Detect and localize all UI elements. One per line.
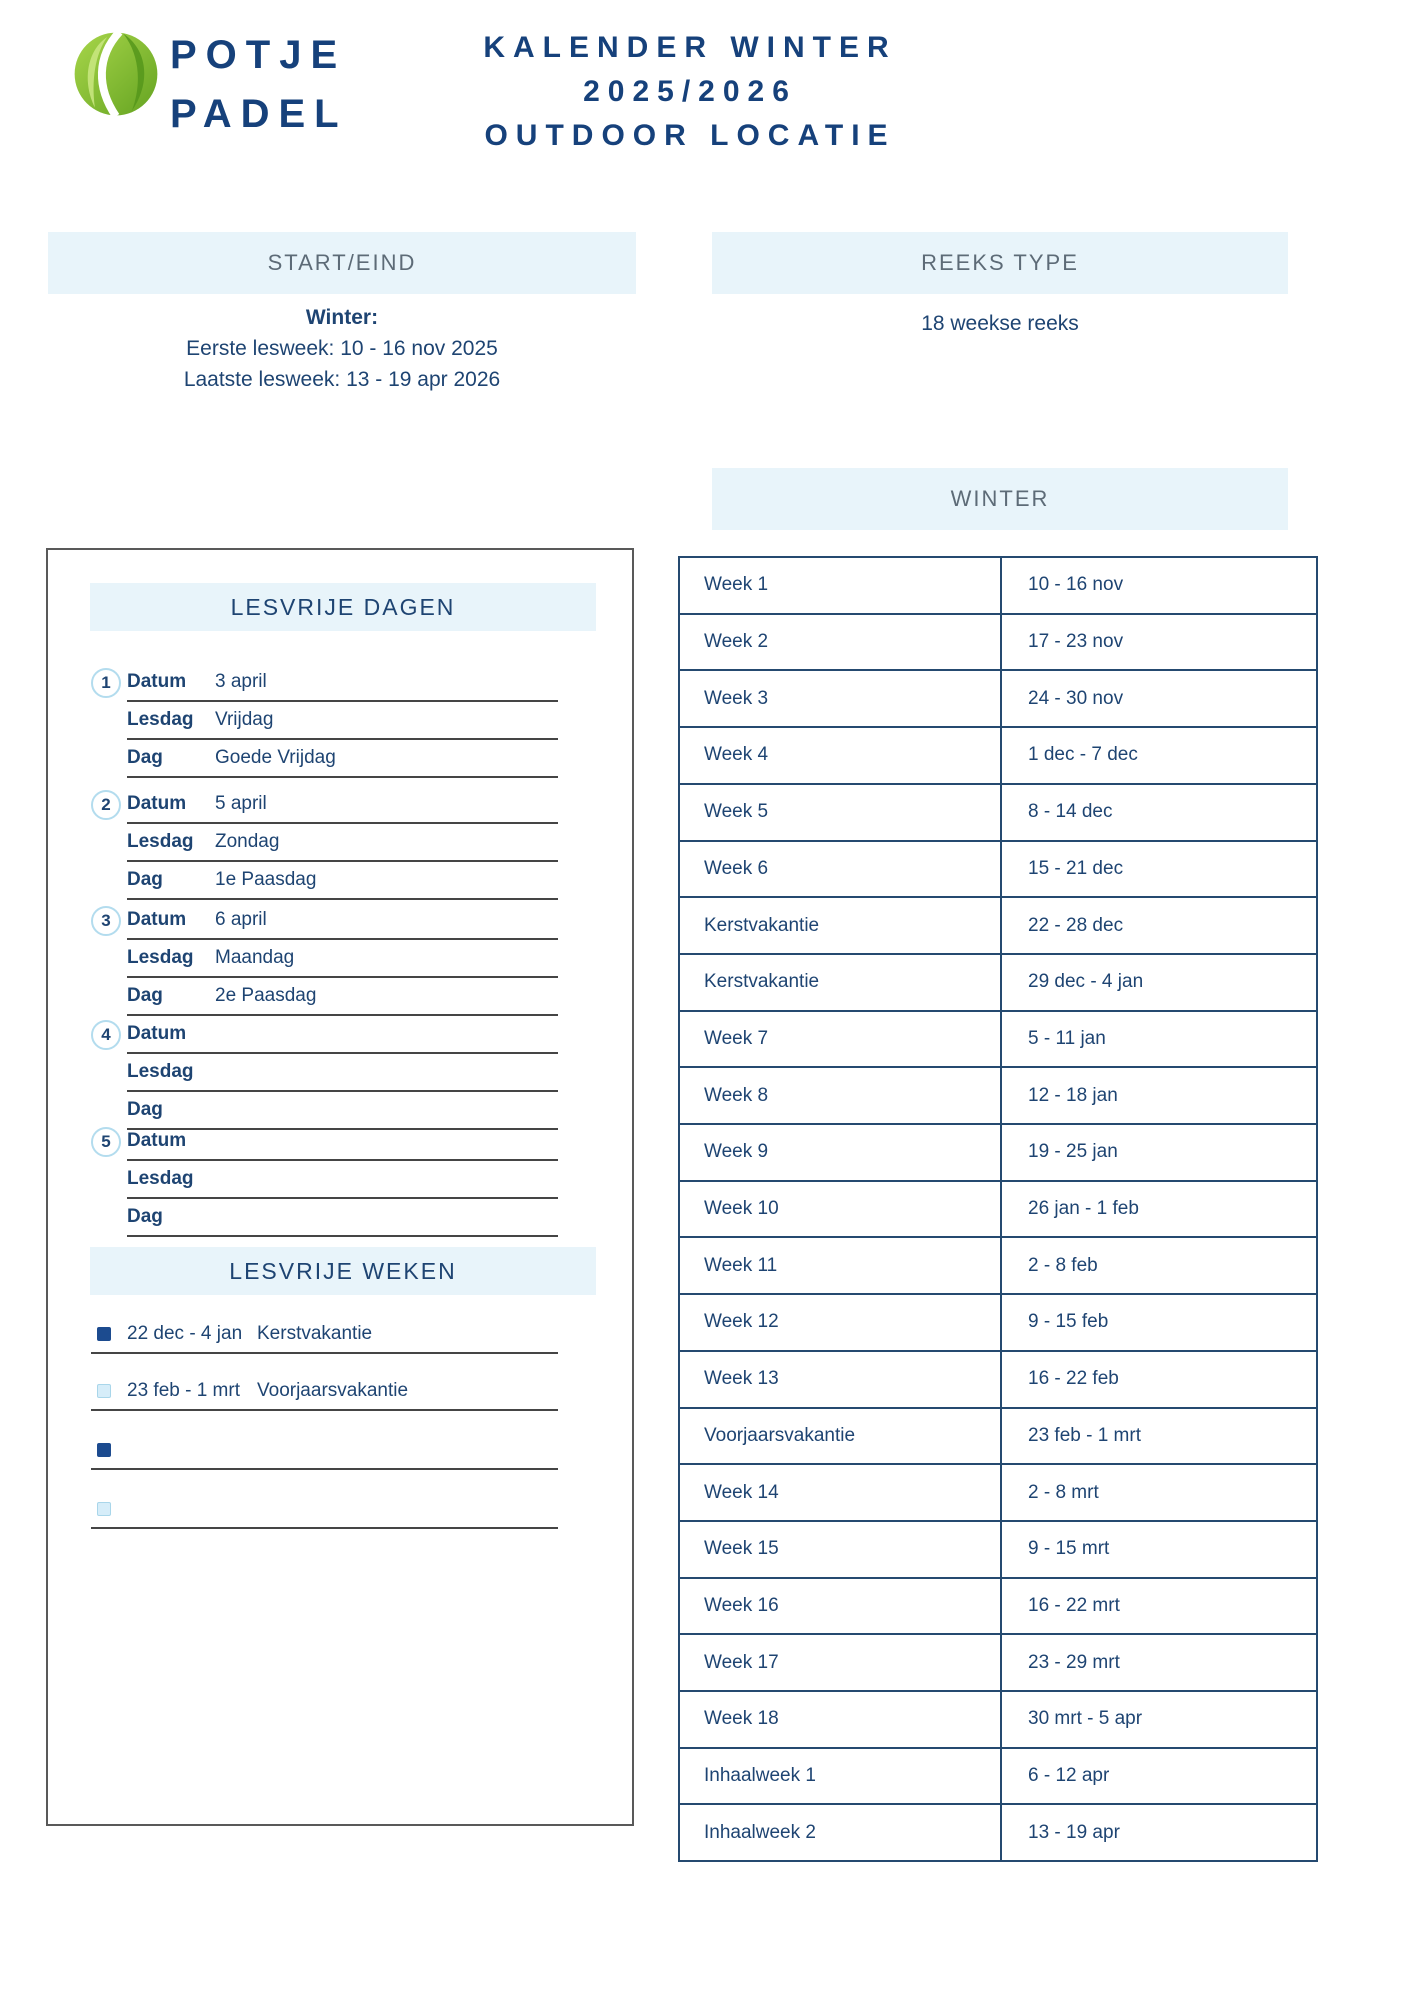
week-dates-cell: 15 - 21 dec <box>1028 857 1124 879</box>
datum-value: 5 april <box>215 793 267 814</box>
lesdag-value: Vrijdag <box>215 709 274 730</box>
lesdag-value: Zondag <box>215 831 280 852</box>
week-dates-cell: 23 feb - 1 mrt <box>1028 1424 1141 1446</box>
week-dates-cell: 1 dec - 7 dec <box>1028 744 1138 766</box>
table-row <box>680 1123 1316 1180</box>
dag-field-row <box>127 978 558 1016</box>
datum-field-row <box>127 902 558 940</box>
square-marker-icon <box>97 1502 111 1516</box>
week-dates-cell: 17 - 23 nov <box>1028 631 1124 653</box>
dag-value: 1e Paasdag <box>215 869 317 890</box>
item-number-badge: 2 <box>91 790 121 820</box>
table-row <box>680 1010 1316 1067</box>
dag-label: Dag <box>127 1099 163 1120</box>
season-label: Winter: <box>305 306 379 329</box>
week-dates-cell: 29 dec - 4 jan <box>1028 971 1144 993</box>
week-label-cell: Week 7 <box>680 1012 1002 1067</box>
lesvrije-dag-item <box>91 902 558 1016</box>
datum-label: Datum <box>127 1130 187 1151</box>
table-row <box>680 1180 1316 1237</box>
week-dates-cell: 16 - 22 mrt <box>1028 1595 1120 1616</box>
week-dates-cell: 2 - 8 feb <box>1028 1254 1098 1276</box>
dag-value: 2e Paasdag <box>215 985 317 1006</box>
lesvrije-dag-item <box>91 1123 558 1237</box>
lesvrije-week-row <box>91 1372 558 1411</box>
dag-label: Dag <box>127 1206 163 1227</box>
week-dates-cell: 10 - 16 nov <box>1028 574 1124 596</box>
week-dates-cell: 16 - 22 feb <box>1028 1368 1119 1390</box>
week-dates-cell: 30 mrt - 5 apr <box>1028 1708 1143 1730</box>
dag-label: Dag <box>127 985 163 1006</box>
first-lesson-week: Eerste lesweek: 10 - 16 nov 2025 <box>186 337 498 360</box>
table-row <box>680 1633 1316 1690</box>
week-label-cell: Week 4 <box>680 728 1002 783</box>
week-label-cell: Week 10 <box>680 1182 1002 1237</box>
datum-field-row <box>127 786 558 824</box>
lesdag-field-row <box>127 702 558 740</box>
lesdag-label: Lesdag <box>127 1168 194 1189</box>
week-dates-cell: 2 - 8 mrt <box>1028 1481 1099 1503</box>
dag-field-row <box>127 740 558 778</box>
table-row <box>680 953 1316 1010</box>
week-dates-cell: 26 jan - 1 feb <box>1028 1198 1139 1220</box>
week-label-cell: Inhaalweek 1 <box>680 1749 1002 1804</box>
week-label-cell: Week 14 <box>680 1465 1002 1520</box>
reeks-type-heading: REEKS TYPE <box>921 250 1079 275</box>
item-number-badge: 3 <box>91 906 121 936</box>
square-marker-icon <box>97 1384 111 1398</box>
table-row <box>680 1463 1316 1520</box>
datum-label: Datum <box>127 909 187 930</box>
table-row <box>680 1407 1316 1464</box>
dag-value: Goede Vrijdag <box>215 747 336 768</box>
table-row <box>680 1747 1316 1804</box>
logo-word-2: PADEL <box>170 92 348 136</box>
lesdag-value: Maandag <box>215 947 295 968</box>
week-label-cell: Week 17 <box>680 1635 1002 1690</box>
lesdag-field-row <box>127 824 558 862</box>
week-dates-cell: 6 - 12 apr <box>1028 1765 1110 1787</box>
week-name: Voorjaarsvakantie <box>257 1379 409 1401</box>
week-dates-cell: 19 - 25 jan <box>1028 1141 1118 1163</box>
week-name: Kerstvakantie <box>257 1322 373 1344</box>
lesvrije-dagen-heading: LESVRIJE DAGEN <box>230 593 456 620</box>
table-row <box>680 669 1316 726</box>
table-row <box>680 1293 1316 1350</box>
week-label-cell: Week 13 <box>680 1352 1002 1407</box>
square-marker-icon <box>97 1443 111 1457</box>
lesvrije-dag-item <box>91 664 558 778</box>
reeks-type-header-band <box>712 232 1288 294</box>
week-dates-cell: 23 - 29 mrt <box>1028 1651 1120 1673</box>
week-label-cell: Week 11 <box>680 1238 1002 1293</box>
week-dates-cell: 22 - 28 dec <box>1028 914 1124 936</box>
lesvrije-dagen-header-band <box>90 583 596 631</box>
item-number-badge: 1 <box>91 668 121 698</box>
lesvrije-box <box>46 548 634 1826</box>
dag-field-row <box>127 1199 558 1237</box>
table-row <box>680 558 1316 613</box>
dag-label: Dag <box>127 747 163 768</box>
week-label-cell: Week 18 <box>680 1692 1002 1747</box>
dag-field-row <box>127 862 558 900</box>
week-label-cell: Week 16 <box>680 1579 1002 1634</box>
lesdag-field-row <box>127 1054 558 1092</box>
table-row <box>680 783 1316 840</box>
table-row <box>680 896 1316 953</box>
datum-value: 6 april <box>215 909 267 930</box>
datum-label: Datum <box>127 1023 187 1044</box>
lesdag-label: Lesdag <box>127 831 194 852</box>
week-period: 23 feb - 1 mrt <box>127 1379 240 1401</box>
start-eind-heading: START/EIND <box>267 250 417 275</box>
table-row <box>680 613 1316 670</box>
table-row <box>680 1577 1316 1634</box>
lesvrije-dag-item <box>91 1016 558 1130</box>
week-label-cell: Week 15 <box>680 1522 1002 1577</box>
reeks-type-value: 18 weekse reeks <box>921 312 1079 335</box>
dag-label: Dag <box>127 869 163 890</box>
table-row <box>680 1690 1316 1747</box>
week-dates-cell: 5 - 11 jan <box>1028 1027 1106 1049</box>
lesdag-label: Lesdag <box>127 709 194 730</box>
table-row <box>680 726 1316 783</box>
logo-word-1: POTJE <box>170 33 347 77</box>
week-dates-cell: 8 - 14 dec <box>1028 801 1113 823</box>
page-title <box>400 26 980 158</box>
winter-header-band <box>712 468 1288 530</box>
week-dates-cell: 12 - 18 jan <box>1028 1084 1118 1106</box>
title-line-3: OUTDOOR LOCATIE <box>484 119 896 152</box>
table-row <box>680 1803 1316 1860</box>
table-row <box>680 1350 1316 1407</box>
lesdag-field-row <box>127 1161 558 1199</box>
datum-label: Datum <box>127 671 187 692</box>
datum-field-row <box>127 664 558 702</box>
week-label-cell: Week 5 <box>680 785 1002 840</box>
lesdag-field-row <box>127 940 558 978</box>
winter-heading: WINTER <box>950 486 1050 511</box>
week-label-cell: Week 9 <box>680 1125 1002 1180</box>
week-dates-cell: 24 - 30 nov <box>1028 687 1124 709</box>
week-label-cell: Week 6 <box>680 842 1002 897</box>
week-label-cell: Kerstvakantie <box>680 898 1002 953</box>
week-dates-cell: 9 - 15 feb <box>1028 1311 1109 1333</box>
title-line-2: 2025/2026 <box>583 75 797 108</box>
week-period: 22 dec - 4 jan <box>127 1322 243 1344</box>
table-row <box>680 1236 1316 1293</box>
lesdag-label: Lesdag <box>127 1061 194 1082</box>
week-label-cell: Week 8 <box>680 1068 1002 1123</box>
week-label-cell: Voorjaarsvakantie <box>680 1409 1002 1464</box>
week-label-cell: Week 3 <box>680 671 1002 726</box>
winter-schedule-table <box>678 556 1318 1862</box>
lesvrije-weken-heading: LESVRIJE WEKEN <box>229 1257 457 1284</box>
padel-ball-icon <box>72 28 160 120</box>
week-dates-cell: 13 - 19 apr <box>1028 1821 1120 1843</box>
datum-field-row <box>127 1016 558 1054</box>
item-number-badge: 4 <box>91 1020 121 1050</box>
week-label-cell: Week 12 <box>680 1295 1002 1350</box>
datum-field-row <box>127 1123 558 1161</box>
logo-wordmark <box>170 26 348 144</box>
lesvrije-week-row <box>91 1315 558 1354</box>
square-marker-icon <box>97 1327 111 1341</box>
start-eind-header-band <box>48 232 636 294</box>
table-row <box>680 1066 1316 1123</box>
week-label-cell: Week 1 <box>680 558 1002 613</box>
lesdag-label: Lesdag <box>127 947 194 968</box>
datum-label: Datum <box>127 793 187 814</box>
last-lesson-week: Laatste lesweek: 13 - 19 apr 2026 <box>183 368 501 391</box>
lesvrije-week-row <box>91 1431 558 1470</box>
week-label-cell: Kerstvakantie <box>680 955 1002 1010</box>
datum-value: 3 april <box>215 671 267 692</box>
title-line-1: KALENDER WINTER <box>483 31 897 64</box>
item-number-badge: 5 <box>91 1127 121 1157</box>
lesvrije-dag-item <box>91 786 558 900</box>
lesvrije-week-row <box>91 1490 558 1529</box>
table-row <box>680 840 1316 897</box>
week-label-cell: Inhaalweek 2 <box>680 1805 1002 1860</box>
start-eind-details <box>48 302 636 395</box>
week-label-cell: Week 2 <box>680 615 1002 670</box>
table-row <box>680 1520 1316 1577</box>
lesvrije-weken-header-band <box>90 1247 596 1295</box>
week-dates-cell: 9 - 15 mrt <box>1028 1538 1110 1560</box>
